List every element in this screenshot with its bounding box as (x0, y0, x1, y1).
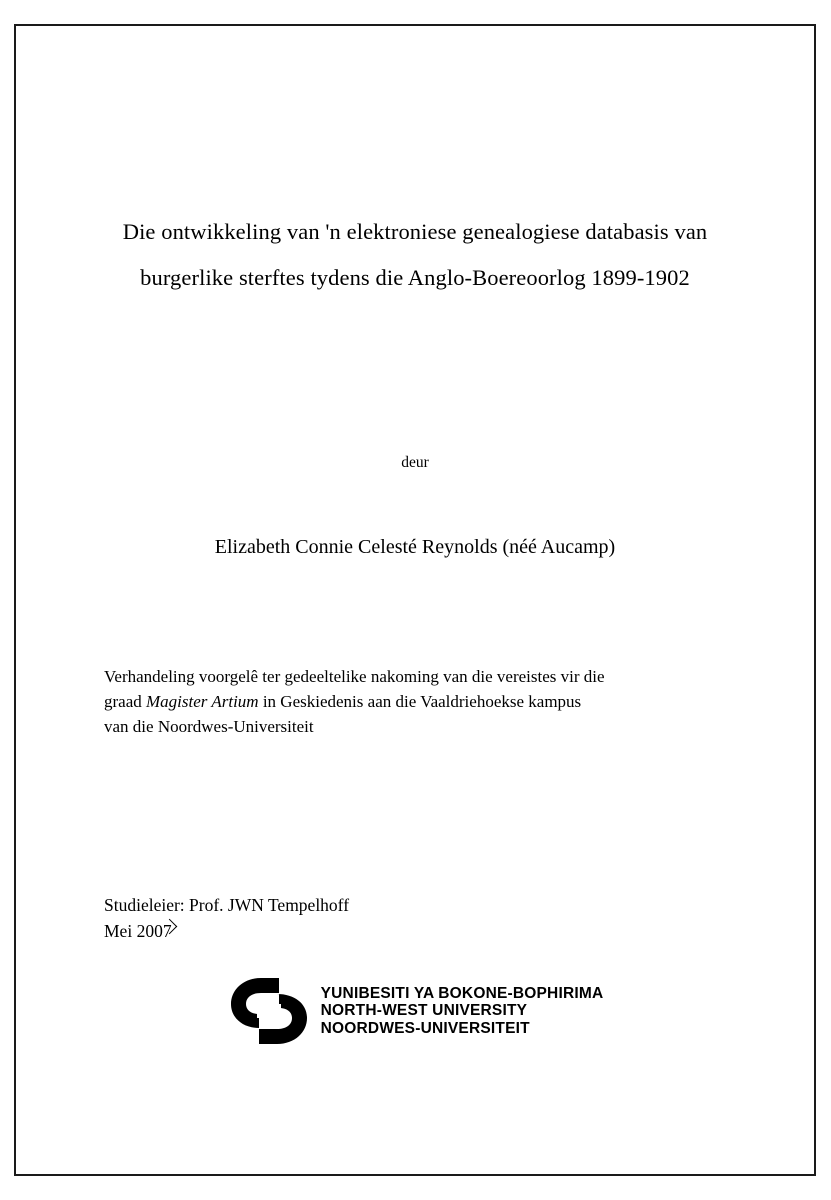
degree-name: Magister Artium (146, 692, 259, 711)
degree-statement-line-1: Verhandeling voorgelê ter gedeeltelike nakoming van die vereistes vir die (104, 667, 605, 686)
title-line-1: Die ontwikkeling van 'n elektroniese genealogiese databasis van (122, 219, 708, 244)
degree-statement-line-2 (104, 689, 704, 714)
title-line-2: burgerlike sterftes tydens die Anglo-Boereoorlog 1899-1902 (140, 265, 690, 290)
page-content (75, 24, 755, 1176)
degree-statement-line-2-post: in Geskiedenis aan die Vaaldriehoekse kampus (258, 692, 582, 711)
degree-statement-line-2-pre: graad (104, 692, 147, 711)
date-line: Mei 2007 (104, 921, 172, 941)
logo-text-line-3: NOORDWES-UNIVERSITEIT (320, 1019, 530, 1037)
author-byword: deur (401, 454, 429, 471)
supervisor-block (104, 892, 604, 944)
degree-statement-line-3: van die Noordwes-Universiteit (104, 717, 314, 736)
logo-text-line-2: NORTH-WEST UNIVERSITY (320, 1002, 528, 1020)
logo-text-line-1: YUNIBESITI YA BOKONE-BOPHIRIMA (320, 984, 604, 1002)
degree-statement (104, 664, 704, 739)
supervisor-line: Studieleier: Prof. JWN Tempelhoff (104, 895, 350, 915)
nwu-emblem-icon (227, 974, 311, 1048)
author-name: Elizabeth Connie Celesté Reynolds (néé Aucamp) (214, 536, 616, 558)
university-logo-text (321, 985, 604, 1038)
date-line-wrapper (104, 918, 172, 944)
university-logo (75, 974, 755, 1048)
page-title (95, 209, 735, 301)
